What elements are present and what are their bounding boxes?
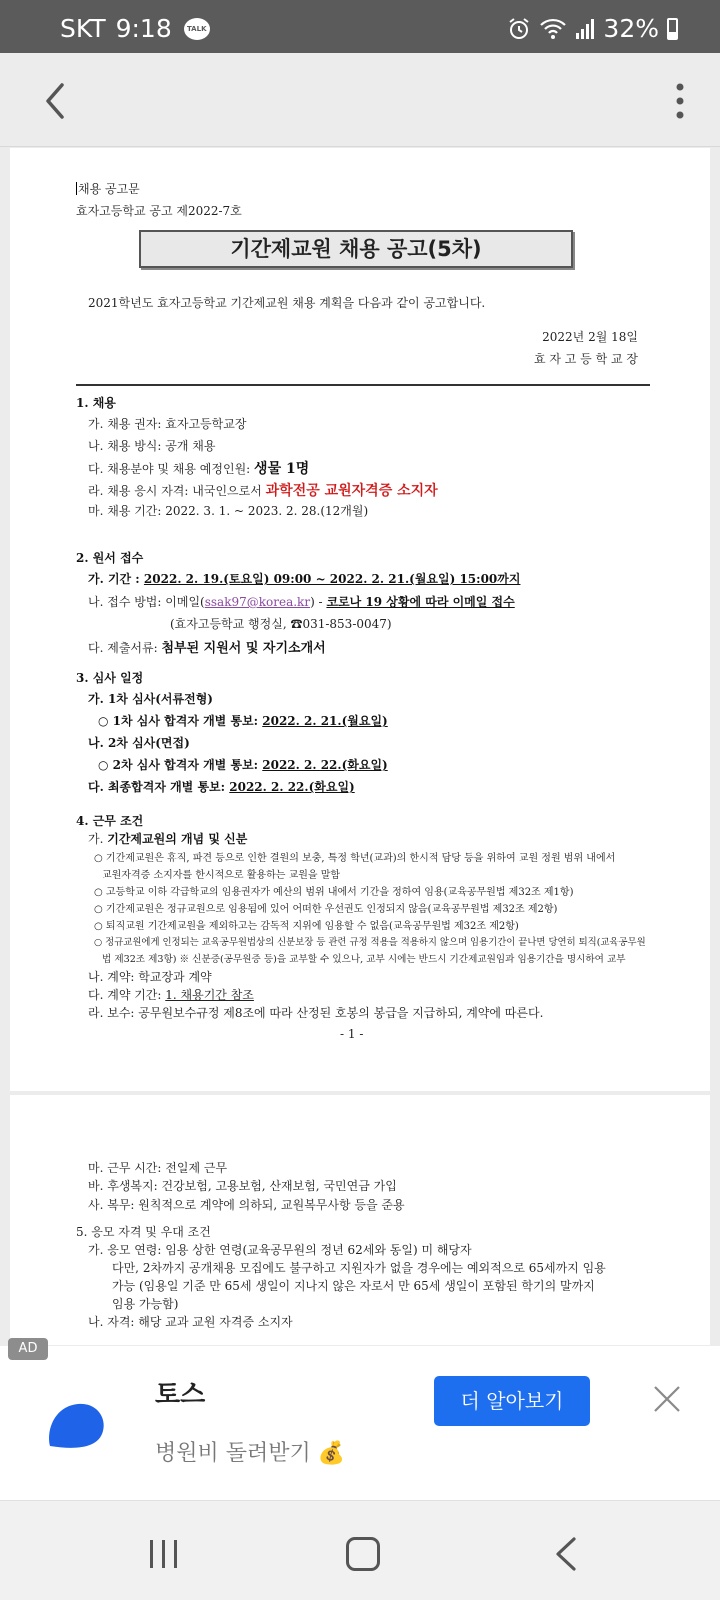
close-icon[interactable]: [652, 1384, 682, 1414]
section-2-item-b: [88, 593, 515, 610]
section-3-item-a: 가. 1차 심사(서류전형): [88, 692, 213, 706]
notice-number: 효자고등학교 공고 제2022-7호: [76, 204, 242, 218]
item-c-label: 다. 채용분야 및 채용 예정인원:: [88, 462, 255, 476]
section-4-item-a: [88, 830, 247, 847]
office-contact: (효자고등학교 행정실, ☎031-853-0047): [170, 617, 392, 631]
section-1-item-a: 가. 채용 권자: 효자고등학교장: [88, 417, 247, 431]
item-b-label: 나. 접수 방법: 이메일(: [88, 595, 205, 609]
item-c-value: 1. 채용기간 참조: [165, 988, 254, 1002]
item-b1-label: ○ 2차 심사 합격자 개별 통보:: [98, 758, 263, 772]
section-4-note-1b: 교원자격증 소지자를 한시적으로 활용하는 교원을 말함: [102, 870, 341, 881]
section-4-item-e: 마. 근무 시간: 전일제 근무: [88, 1161, 228, 1175]
alarm-icon: [507, 17, 531, 41]
nav-back-icon[interactable]: [554, 1537, 578, 1571]
item-c-label: 다. 제출서류:: [88, 641, 162, 655]
wifi-icon: [539, 17, 567, 41]
section-4-note-4: ○ 퇴직교원 기간제교원을 제외하고는 감독적 지위에 임용할 수 없음(교육공무원법 제32조 제2항): [94, 921, 519, 932]
section-5-item-a-line1: 다만, 2차까지 공개채용 모집에도 불구하고 지원자가 없을 경우에는 예외적으로 65세까지 임용: [112, 1261, 606, 1275]
item-c-value: 첨부된 지원서 및 자기소개서: [161, 641, 326, 656]
item-a-value: 2022. 2. 19.(토요일) 09:00 ~ 2022. 2. 21.(월요일) 15:00까지: [143, 572, 521, 586]
status-bar: [0, 0, 720, 53]
talk-icon: [184, 18, 210, 40]
section-3-heading: 3. 심사 일정: [76, 671, 144, 685]
section-5-item-b: 나. 자격: 해당 교과 교원 자격증 소지자: [88, 1315, 293, 1329]
section-4-note-1: ○ 기간제교원은 휴직, 파견 등으로 인한 결원의 보충, 특정 학년(교과)의 한시적 담당 등을 위하여 교원 정원 범위 내에서: [94, 853, 616, 864]
home-icon[interactable]: [346, 1537, 380, 1571]
page-number: - 1 -: [340, 1027, 364, 1041]
item-c-value: 생물 1명: [254, 461, 310, 477]
doc-heading-line: [76, 180, 140, 197]
item-a1-label: ○ 1차 심사 합격자 개별 통보:: [98, 714, 263, 728]
section-2-item-c: [88, 637, 326, 656]
section-5-item-a-line3: 임용 가능함): [112, 1297, 179, 1311]
section-4-note-5b: 법 제32조 제3항) ※ 신분증(공무원증 등)을 교부할 수 있으나, 교부 시에는 반드시 기간제교원임과 임용기간을 명시하여 교부: [102, 954, 626, 965]
item-a-label: 가.: [88, 832, 108, 846]
section-5-item-a-line2: 가능 (임용일 기준 만 65세 생일이 지나지 않은 자로서 만 65세 생일이 포함된 학기의 말까지: [112, 1279, 595, 1293]
doc-type-label: 채용 공고문: [78, 182, 140, 196]
section-2-heading: 2. 원서 접수: [76, 551, 144, 565]
battery-percent: 32%: [603, 14, 659, 43]
talk-icon-label: TALK: [186, 24, 207, 33]
item-c-value: 2022. 2. 22.(화요일): [229, 780, 355, 794]
toss-logo: [46, 1398, 108, 1452]
notice-date: 2022년 2월 18일: [542, 330, 638, 344]
intro-text: 2021학년도 효자고등학교 기간제교원 채용 계획을 다음과 같이 공고합니다.: [88, 296, 486, 310]
section-3-item-c: [88, 778, 355, 795]
section-4-item-c: [88, 986, 254, 1003]
ad-badge: AD: [8, 1338, 48, 1360]
ad-learn-more-button[interactable]: 더 알아보기: [434, 1376, 590, 1426]
system-nav-bar: [0, 1500, 720, 1600]
item-b1-value: 2022. 2. 22.(화요일): [262, 758, 388, 772]
section-1-item-c: [88, 458, 309, 478]
section-5-item-a: 가. 응모 연령: 임용 상한 연령(교육공무원의 정년 62세와 동일) 미 해당자: [88, 1243, 472, 1257]
section-5-heading: 5. 응모 자격 및 우대 조건: [76, 1225, 211, 1239]
section-3-item-b: 나. 2차 심사(면접): [88, 736, 190, 750]
signer: 효 자 고 등 학 교 장: [533, 352, 638, 366]
section-2-item-a: [88, 570, 520, 587]
item-a1-value: 2022. 2. 21.(월요일): [262, 714, 388, 728]
section-3-item-a1: [98, 712, 388, 729]
section-4-heading: 4. 근무 조건: [76, 814, 144, 828]
carrier-label: SKT: [60, 14, 106, 43]
signal-icon: [575, 18, 595, 40]
item-b-value: 코로나 19 상황에 따라 이메일 접수: [326, 595, 515, 609]
app-bar: [0, 53, 720, 147]
section-1-heading: 1. 채용: [76, 396, 116, 410]
ad-subtitle: 병원비 돌려받기 💰: [155, 1441, 346, 1466]
divider: [76, 384, 650, 386]
item-a-label: 가. 기간 :: [88, 572, 144, 586]
section-4-note-5: ○ 정규교원에게 인정되는 교육공무원법상의 신분보장 등 관련 규정 적용을 적용하지 않으며 임용기간이 끝나면 당연히 퇴직(교육공무원: [94, 937, 646, 948]
item-c-label: 다. 최종합격자 개별 통보:: [88, 780, 230, 794]
document-title: 기간제교원 채용 공고(5차): [139, 230, 573, 268]
section-3-item-b1: [98, 756, 388, 773]
section-1-item-b: 나. 채용 방식: 공개 채용: [88, 439, 216, 453]
section-4-item-d: 라. 보수: 공무원보수규정 제8조에 따라 산정된 호봉의 봉급을 지급하되, 계약에 따른다.: [88, 1006, 544, 1020]
section-4-note-3: ○ 기간제교원은 정규교원으로 임용됨에 있어 어떠한 우선권도 인정되지 않음(교육공무원법 제32조 제2항): [94, 904, 558, 915]
document-page-2[interactable]: [10, 1095, 710, 1345]
item-b-sep: ) -: [310, 595, 327, 609]
battery-icon: [667, 18, 678, 40]
back-arrow-icon[interactable]: [36, 79, 80, 123]
section-1-item-e: 마. 채용 기간: 2022. 3. 1. ~ 2023. 2. 28.(12개월): [88, 504, 369, 518]
section-4-note-2: ○ 고등학교 이하 각급학교의 임용권자가 예산의 범위 내에서 기간을 정하여 임용(교육공무원법 제32조 제1항): [94, 887, 574, 898]
section-4-item-f: 바. 후생복지: 건강보험, 고용보험, 산재보험, 국민연금 가입: [88, 1179, 397, 1193]
section-4-item-g: 사. 복무: 원칙적으로 계약에 의하되, 교원복무사항 등을 준용: [88, 1198, 405, 1212]
section-4-item-b: 나. 계약: 학교장과 계약: [88, 970, 212, 984]
item-a-value: 기간제교원의 개념 및 신분: [107, 832, 248, 846]
item-d-label: 라. 채용 응시 자격: 내국인으로서: [88, 484, 266, 498]
recent-apps-icon[interactable]: [148, 1539, 180, 1569]
clock: 9:18: [115, 14, 172, 43]
email-link[interactable]: ssak97@korea.kr: [204, 595, 311, 609]
section-1-item-d: [88, 480, 438, 500]
text-cursor: [76, 182, 77, 195]
item-d-value: 과학전공 교원자격증 소지자: [265, 483, 438, 499]
item-c-label: 다. 계약 기간:: [88, 988, 166, 1002]
ad-title: 토스: [155, 1380, 206, 1410]
document-page-1[interactable]: [10, 148, 710, 1091]
ad-banner[interactable]: [0, 1341, 720, 1500]
more-vertical-icon[interactable]: [668, 79, 692, 123]
